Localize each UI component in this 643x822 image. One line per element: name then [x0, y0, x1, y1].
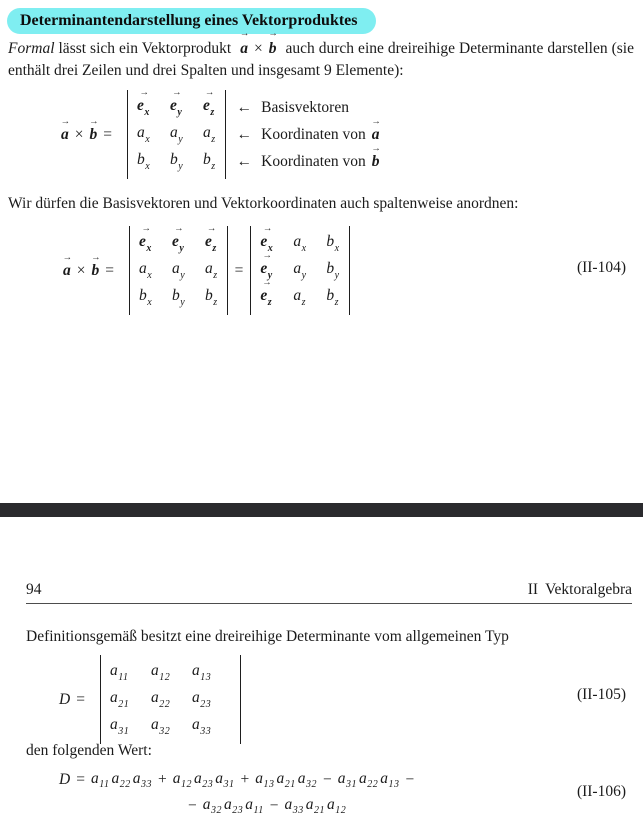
- general-determinant-paragraph: Definitionsgemäß besitzt eine dreireihige Determinante vom allgemeinen Typ: [26, 628, 509, 645]
- matrix-row: [109, 686, 232, 713]
- section-divider: [0, 503, 643, 517]
- equation-number-106: (II-106): [576, 783, 626, 800]
- matrix-cell: $a_{11}$: [109, 662, 129, 683]
- matrix-row: [138, 284, 219, 311]
- equation-lhs: → a × → b =: [60, 126, 117, 144]
- matrix-cell: $b_y$: [326, 260, 340, 281]
- annotation-koordinaten-a: ← Koordinaten von → a: [237, 121, 381, 148]
- matrix-cell: $a_z$: [293, 287, 307, 308]
- matrix-cell: $b_y$: [172, 287, 186, 308]
- equation-number-105: (II-105): [576, 686, 626, 703]
- matrix-cell: → $e_x$: [259, 233, 292, 253]
- matrix-cell: $a_y$: [293, 260, 307, 281]
- matrix-cell: → $e_y$: [169, 97, 202, 117]
- matrix-row: [136, 121, 217, 148]
- matrix-cell: $a_{32}$: [150, 716, 171, 737]
- matrix-cell: $a_x$: [293, 233, 307, 254]
- matrix-cell: $b_z$: [205, 287, 218, 308]
- columns-paragraph: Wir dürfen die Basisvektoren und Vektorkoordinaten auch spaltenweise anordnen:: [8, 195, 519, 212]
- matrix-cell: $b_z$: [203, 151, 216, 172]
- matrix-cell: $a_x$: [137, 124, 151, 145]
- matrix-cell: $a_y$: [170, 124, 184, 145]
- value-paragraph: den folgenden Wert:: [26, 742, 152, 759]
- matrix-cell: → $e_z$: [259, 287, 292, 307]
- row-annotations: [228, 94, 381, 175]
- page-number: 94: [26, 581, 42, 598]
- matrix-cell: → $e_y$: [259, 260, 292, 280]
- equation-value-line2: − $a_{32}$ $a_{23}$ $a_{11}$ − $a_{33}$ $a_{21}$ $a_{12}$: [188, 795, 347, 817]
- matrix-cell: $b_x$: [139, 287, 153, 308]
- equals-sign: =: [234, 261, 244, 279]
- intro-paragraph: Formal lässt sich ein Vektorprodukt → a × → b auch durch eine dreireihige Determinante darstellen (sie enthält drei Zeilen und drei Spalten und insgesamt 9 Elemente):: [8, 38, 634, 81]
- equation-lhs: D =: [59, 690, 85, 708]
- matrix-cell: $a_{23}$: [191, 689, 212, 710]
- matrix-cell: → $e_x$: [136, 97, 169, 117]
- annotation-basisvektoren: ← Basisvektoren: [236, 98, 349, 116]
- matrix-cell: $a_z$: [205, 260, 218, 281]
- matrix-cell: $a_x$: [139, 260, 153, 281]
- section-heading-highlight: [7, 8, 376, 34]
- chapter-number: II: [527, 581, 539, 598]
- section-heading: Determinantendarstellung eines Vektorproduktes: [20, 11, 358, 29]
- equation-number-104: (II-104): [576, 259, 626, 276]
- matrix-cell: $a_{33}$: [191, 716, 212, 737]
- matrix-cell: $b_z$: [326, 287, 340, 308]
- chapter-title: Vektoralgebra: [545, 581, 632, 598]
- matrix-cell: $a_z$: [203, 124, 216, 145]
- equation-II-106: [58, 767, 419, 819]
- matrix-cell: $a_{13}$: [191, 662, 212, 683]
- matrix-cell: → $e_x$: [138, 233, 171, 253]
- equation-II-104: [62, 226, 352, 315]
- matrix-cell: $a_{12}$: [150, 662, 171, 683]
- matrix-cell: $a_{31}$: [109, 716, 130, 737]
- determinant-rows: [127, 90, 226, 179]
- matrix-cell: → $e_z$: [204, 233, 218, 253]
- annotation-koordinaten-b: ← Koordinaten von → b: [237, 148, 381, 175]
- matrix-cell: $a_y$: [172, 260, 186, 281]
- matrix-row: [259, 284, 340, 311]
- determinant-columnwise: [250, 226, 349, 315]
- matrix-row: [109, 659, 232, 686]
- matrix-cell: → $e_z$: [202, 97, 216, 117]
- equation-value-line1: D = $a_{11}$ $a_{22}$ $a_{33}$ + $a_{12}$ $a_{23}$ $a_{31}$ + $a_{13}$ $a_{21}$ $a_{32}$ − $a_{31}$ $a_{22}$ $a_{13}$ −: [59, 769, 415, 791]
- equation-II-105: [58, 655, 243, 744]
- matrix-row: [138, 230, 219, 257]
- equation-lhs: → a × → b =: [62, 262, 119, 280]
- matrix-row: [109, 713, 232, 740]
- matrix-cell: $b_y$: [170, 151, 184, 172]
- matrix-row: [136, 148, 217, 175]
- page-header: [26, 581, 632, 604]
- determinant-general: [100, 655, 241, 744]
- matrix-cell: → $e_y$: [171, 233, 204, 253]
- matrix-row: [136, 94, 217, 121]
- equation-vector-product-rows: [60, 90, 381, 179]
- determinant-rowwise: [129, 226, 228, 315]
- matrix-cell: $a_{22}$: [150, 689, 171, 710]
- matrix-cell: $b_x$: [137, 151, 151, 172]
- matrix-row: [138, 257, 219, 284]
- chapter-heading: [528, 581, 632, 599]
- matrix-cell: $b_x$: [326, 233, 340, 254]
- matrix-cell: $a_{21}$: [109, 689, 130, 710]
